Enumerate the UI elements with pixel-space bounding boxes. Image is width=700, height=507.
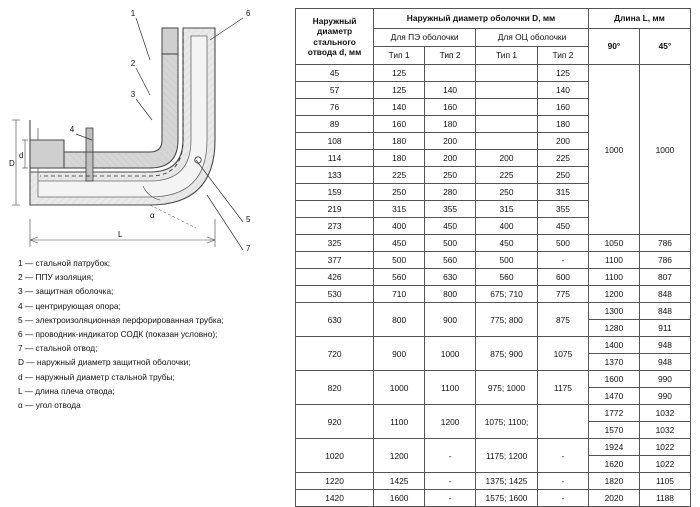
header-angle-90: 90° [588, 29, 639, 65]
table-row [296, 439, 691, 456]
cell-d: 114 [296, 150, 374, 167]
cell-l90: 1370 [588, 354, 639, 371]
cell-d: 530 [296, 286, 374, 303]
cell-pe2: 355 [425, 201, 476, 218]
cell-l45: 948 [639, 337, 690, 354]
cell-pe1: 125 [374, 65, 425, 82]
header-oc-type2: Тип 2 [537, 47, 588, 65]
table-row [296, 405, 691, 422]
table-row [296, 269, 691, 286]
callout-4: 4 [69, 125, 75, 134]
header-length-group: Длина L, мм [588, 9, 690, 29]
cell-oc1: 775; 800 [476, 303, 538, 337]
spec-table [295, 8, 691, 507]
cell-l45: 1032 [639, 422, 690, 439]
elbow-drawing-svg [0, 0, 295, 262]
cell-oc1: 500 [476, 252, 538, 269]
callout-6: 6 [246, 9, 251, 18]
cell-oc1: 400 [476, 218, 538, 235]
cell-pe1: 450 [374, 235, 425, 252]
cell-l45: 786 [639, 235, 690, 252]
cell-d: 720 [296, 337, 374, 371]
cell-oc1 [476, 133, 538, 150]
legend-list [18, 256, 290, 412]
cell-pe2: 450 [425, 218, 476, 235]
cell-pe1: 315 [374, 201, 425, 218]
cell-oc1: 560 [476, 269, 538, 286]
cell-oc1: 675; 710 [476, 286, 538, 303]
cell-pe1: 900 [374, 337, 425, 371]
header-casing-diameter-group: Наружный диаметр оболочки D, мм [374, 9, 589, 29]
cell-pe2: 160 [425, 99, 476, 116]
header-pe-casing: Для ПЭ оболочки [374, 29, 476, 47]
cell-oc1: 875; 900 [476, 337, 538, 371]
cell-oc1: 200 [476, 150, 538, 167]
cell-oc1: 225 [476, 167, 538, 184]
legend-item: 5 — электроизоляционная перфорированная трубка; [18, 314, 224, 325]
table-row [296, 65, 691, 82]
table-row [296, 286, 691, 303]
cell-pe1: 800 [374, 303, 425, 337]
cell-oc2: 600 [537, 269, 588, 286]
cell-pe1: 225 [374, 167, 425, 184]
callout-1: 1 [130, 9, 136, 18]
header-pe-type2: Тип 2 [425, 47, 476, 65]
cell-pe2: 1200 [425, 405, 476, 439]
table-row [296, 303, 691, 320]
cell-l45: 807 [639, 269, 690, 286]
cell-l45: 1000 [639, 65, 690, 235]
cell-oc2: 200 [537, 133, 588, 150]
cell-oc2: 1075 [537, 337, 588, 371]
dim-label-alpha: α [150, 211, 155, 220]
legend-item: D — наружный диаметр защитной оболочки; [18, 357, 191, 368]
cell-l45: 1022 [639, 439, 690, 456]
cell-pe1: 160 [374, 116, 425, 133]
cell-l90: 1200 [588, 286, 639, 303]
cell-oc2: 1175 [537, 371, 588, 405]
cell-l45: 1022 [639, 456, 690, 473]
cell-oc2: 140 [537, 82, 588, 99]
legend-item: 7 — стальной отвод; [18, 343, 98, 354]
cell-pe1: 250 [374, 184, 425, 201]
cell-pe1: 1600 [374, 490, 425, 507]
cell-l90: 1620 [588, 456, 639, 473]
legend-item: α — угол отвода [18, 400, 81, 411]
cell-pe1: 180 [374, 150, 425, 167]
cell-pe2: 500 [425, 235, 476, 252]
cell-l90: 1400 [588, 337, 639, 354]
cell-pe2: 200 [425, 150, 476, 167]
legend-item: 4 — центрирующая опора; [18, 300, 121, 311]
table-row [296, 371, 691, 388]
steel-spigot [30, 140, 64, 168]
cell-oc2: 180 [537, 116, 588, 133]
callout-7: 7 [246, 244, 251, 253]
cell-d: 219 [296, 201, 374, 218]
cell-d: 76 [296, 99, 374, 116]
cell-oc2: 125 [537, 65, 588, 82]
legend-item: d — наружный диаметр стальной трубы; [18, 371, 175, 382]
cell-l90: 1050 [588, 235, 639, 252]
centering-support [86, 152, 93, 181]
cell-pe1: 1000 [374, 371, 425, 405]
cell-pe1: 180 [374, 133, 425, 150]
cell-l90: 1100 [588, 252, 639, 269]
cell-oc1 [476, 116, 538, 133]
leader-lines [76, 18, 243, 250]
cell-oc2: 315 [537, 184, 588, 201]
cell-oc2: - [537, 490, 588, 507]
cell-d: 57 [296, 82, 374, 99]
spec-table-wrapper [295, 8, 694, 507]
cell-pe2: 280 [425, 184, 476, 201]
cell-oc2: 225 [537, 150, 588, 167]
cell-l45: 848 [639, 286, 690, 303]
dim-label-d: d [19, 151, 24, 160]
legend-item: 6 — проводник-индикатор СОДК (показан условно); [18, 329, 218, 340]
cell-oc2 [537, 405, 588, 439]
cell-l45: 948 [639, 354, 690, 371]
header-oc-casing: Для ОЦ оболочки [476, 29, 589, 47]
cell-l90: 1000 [588, 65, 639, 235]
cell-pe1: 400 [374, 218, 425, 235]
cell-l90: 1924 [588, 439, 639, 456]
cell-l45: 786 [639, 252, 690, 269]
cell-oc2: 875 [537, 303, 588, 337]
cell-pe2: 140 [425, 82, 476, 99]
cell-oc2: 355 [537, 201, 588, 218]
cell-l90: 1100 [588, 269, 639, 286]
cell-l90: 1470 [588, 388, 639, 405]
cell-oc1: 1175; 1200 [476, 439, 538, 473]
cell-pe2: 1000 [425, 337, 476, 371]
callout-5: 5 [246, 215, 251, 224]
header-angle-45: 45° [639, 29, 690, 65]
cell-l90: 2020 [588, 490, 639, 507]
legend-item: 3 — защитная оболочка; [18, 286, 114, 297]
cell-l45: 848 [639, 303, 690, 320]
cell-l45: 990 [639, 371, 690, 388]
cell-d: 820 [296, 371, 374, 405]
spec-table-head [296, 9, 691, 65]
cell-l90: 1772 [588, 405, 639, 422]
cell-d: 89 [296, 116, 374, 133]
cell-pe1: 500 [374, 252, 425, 269]
cell-oc1: 250 [476, 184, 538, 201]
cell-oc2: 250 [537, 167, 588, 184]
legend-item: L — длина плеча отвода; [18, 385, 115, 396]
cell-d: 426 [296, 269, 374, 286]
spec-table-body [296, 65, 691, 507]
cell-pe1: 710 [374, 286, 425, 303]
cell-l90: 1820 [588, 473, 639, 490]
cell-d: 45 [296, 65, 374, 82]
cell-pe2: 560 [425, 252, 476, 269]
cell-oc2: 500 [537, 235, 588, 252]
cell-oc1 [476, 99, 538, 116]
cell-d: 159 [296, 184, 374, 201]
header-pe-type1: Тип 1 [374, 47, 425, 65]
cell-pe2 [425, 65, 476, 82]
cell-pe2: 180 [425, 116, 476, 133]
cell-d: 108 [296, 133, 374, 150]
cell-oc2: - [537, 439, 588, 473]
cell-l45: 1188 [639, 490, 690, 507]
top-spigot [162, 28, 178, 54]
cell-oc2: 160 [537, 99, 588, 116]
cell-pe2: - [425, 439, 476, 473]
table-row [296, 490, 691, 507]
cell-pe2: 200 [425, 133, 476, 150]
cell-d: 630 [296, 303, 374, 337]
cell-d: 273 [296, 218, 374, 235]
cell-l90: 1300 [588, 303, 639, 320]
header-outer-diameter: Наружный диаметр стального отвода d, мм [296, 9, 374, 65]
cell-pe2: - [425, 473, 476, 490]
cell-pe1: 140 [374, 99, 425, 116]
cell-pe1: 1200 [374, 439, 425, 473]
cell-oc2: 775 [537, 286, 588, 303]
cell-oc1: 1075; 1100; [476, 405, 538, 439]
cell-d: 325 [296, 235, 374, 252]
legend-item: 1 — стальной патрубок; [18, 258, 111, 268]
cell-oc2: 450 [537, 218, 588, 235]
angle-ref-line [150, 205, 196, 228]
cell-l45: 1032 [639, 405, 690, 422]
table-row [296, 235, 691, 252]
cell-pe2: 630 [425, 269, 476, 286]
cell-oc1: 450 [476, 235, 538, 252]
cell-l90: 1600 [588, 371, 639, 388]
cell-l45: 1105 [639, 473, 690, 490]
cell-pe2: - [425, 490, 476, 507]
cell-pe1: 125 [374, 82, 425, 99]
cell-oc1: 315 [476, 201, 538, 218]
cell-l90: 1570 [588, 422, 639, 439]
cell-oc1: 975; 1000 [476, 371, 538, 405]
cell-pe2: 800 [425, 286, 476, 303]
legend-item: 2 — ППУ изоляция; [18, 272, 94, 283]
cell-pe1: 1425 [374, 473, 425, 490]
cell-pe2: 1100 [425, 371, 476, 405]
cell-l45: 990 [639, 388, 690, 405]
cell-d: 1220 [296, 473, 374, 490]
cell-pe2: 250 [425, 167, 476, 184]
cell-pe1: 560 [374, 269, 425, 286]
cell-oc1: 1375; 1425 [476, 473, 538, 490]
header-oc-type1: Тип 1 [476, 47, 538, 65]
cell-l90: 1280 [588, 320, 639, 337]
cell-oc2: - [537, 473, 588, 490]
table-row [296, 473, 691, 490]
cell-pe2: 900 [425, 303, 476, 337]
cell-oc1 [476, 65, 538, 82]
table-row [296, 252, 691, 269]
table-row [296, 337, 691, 354]
cell-d: 377 [296, 252, 374, 269]
cell-pe1: 1100 [374, 405, 425, 439]
cell-oc2: - [537, 252, 588, 269]
dim-label-D: D [9, 159, 15, 168]
dim-label-L: L [118, 230, 123, 239]
cell-oc1 [476, 82, 538, 99]
cell-l45: 911 [639, 320, 690, 337]
cell-d: 1020 [296, 439, 374, 473]
cell-d: 1420 [296, 490, 374, 507]
callout-2: 2 [130, 59, 136, 68]
header-row-1 [296, 9, 691, 29]
callout-3: 3 [130, 90, 136, 99]
cell-d: 920 [296, 405, 374, 439]
cell-oc1: 1575; 1600 [476, 490, 538, 507]
cell-d: 133 [296, 167, 374, 184]
